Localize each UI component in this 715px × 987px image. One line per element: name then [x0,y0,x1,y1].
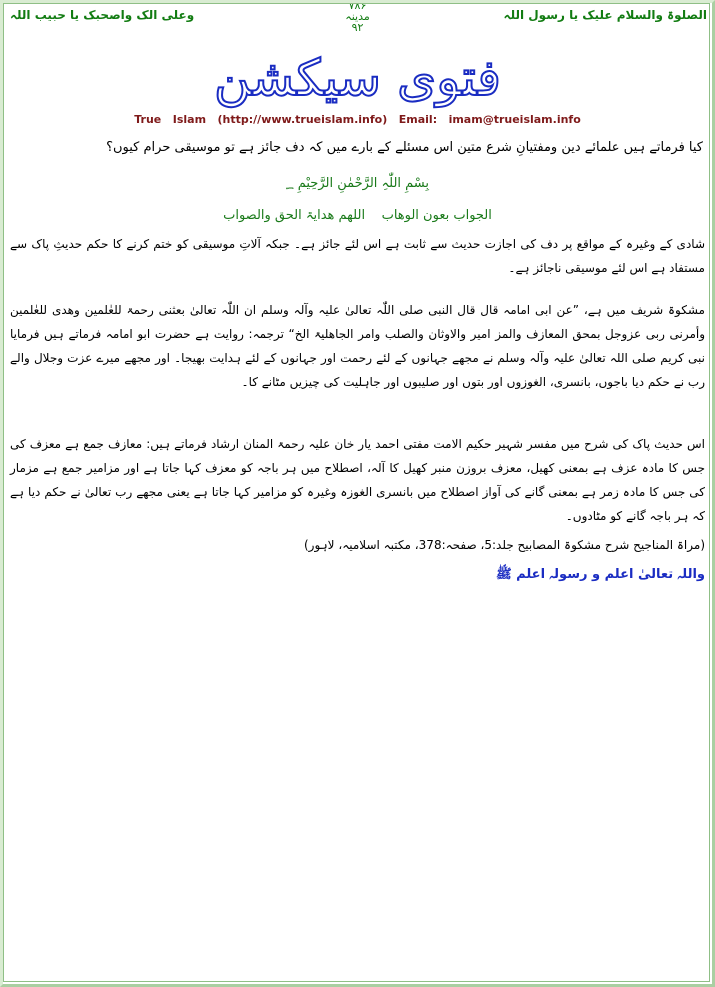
header-salutation-right: الصلوۃ والسلام علیک یا رسول اللہ [503,8,707,22]
page-title: فتوی سیکشن [213,49,502,107]
bismillah: بِسْمِ اللّٰہِ الرَّحْمٰنِ الرَّحِیْمِ ؁ [285,176,430,191]
answer-paragraph-2 [10,298,705,394]
answer-paragraph-1: شادی کے وغیرہ کے مواقع پر دف کی اجازت حدیث سے ثابت ہے اس لئے جائز ہے۔ جبکہ آلاتِ موسیقی کو ختم کرنے کا حکم حدیثِ پاک سے مستفاد ہے اس لئے موسیقی ناجائز ہے۔ [10,237,705,275]
title-block [0,48,715,108]
contact-line: True Islam (http://www.trueislam.info) Email: imam@trueislam.info [134,113,581,126]
header-number-mid: مدینہ [345,10,370,23]
hadith-arabic: عن ابی امامہ قال قال النبی صلی اللّٰہ تعالیٰ علیہ وآلہ وسلم ان اللّٰہ تعالیٰ بعثنی رحمۃ للعٰلمین وھدی للعٰلمین وأمرنی ربی عزوجل بمحق المعازف والمز امیر والاوثان والصلب وامر الجاھلیۃ الخ [10,303,706,341]
header-salutation-left: وعلی الک واصحبک یا حبیب اللہ [10,8,195,22]
closing-line: واللہ تعالیٰ اعلم و رسولہ اعلم ﷺ [495,567,705,582]
header-number-bottom: ۹۲ [351,21,364,34]
question-text: کیا فرماتے ہیں علمائے دین ومفتیانِ شرع متین اس مسئلے کے بارے میں کہ دف جائز ہے تو موسیقی حرام کیوں؟ [106,140,703,155]
answer-heading: الجواب بعون الوھاب اللھم ھدایۃ الحق والصواب [223,208,492,223]
answer-paragraph-3: اس حدیث پاک کی شرح میں مفسر شہیر حکیم الامت مفتی احمد یار خان علیہ رحمۃ المنان ارشاد فرماتے ہیں: معازف جمع ہے معزف کی جس کا مادہ عزف ہے بمعنی کھیل، معزف بروزن منبر کھیل کا آلہ، اصطلاح میں ہر باجہ کو معزف کہا جاتا ہے اور مزامیر جمع ہے مزمار کی جس کا مادہ زمر ہے بمعنی گانے کی آواز اصطلاح میں بانسری الغوزہ وغیرہ کو مزامیر کہا جاتا ہے یعنی مجھے رب تعالیٰ نے حکم دیا ہے کہ ہر باجہ گانے کو مٹادوں۔ [10,437,705,523]
hadith-translation: “ ترجمہ: روایت ہے حضرت ابو امامہ فرماتے ہیں فرمایا نبی کریم صلی اللہ تعالیٰ علیہ وآلہ وسلم نے مجھے جہانوں کے لئے رحمت اور جہانوں کے لئے ہدایت بھیجا۔ اور مجھے میرے عزت وجلال والے رب نے حکم دیا باجوں، بانسری، الغوزوں اور بتوں اور صلیبوں اور جاہلیت کی چیزیں مٹانے کا۔ [10,327,705,389]
reference-citation: (مراۃ المناجیح شرح مشکوۃ المصابیح جلد:5، صفحہ:378، مکتبہ اسلامیہ، لاہور) [303,538,705,552]
hadith-intro: مشکوۃ شریف میں ہے، ” [572,303,705,317]
header-number-top: ۷۸۶ [348,0,367,12]
